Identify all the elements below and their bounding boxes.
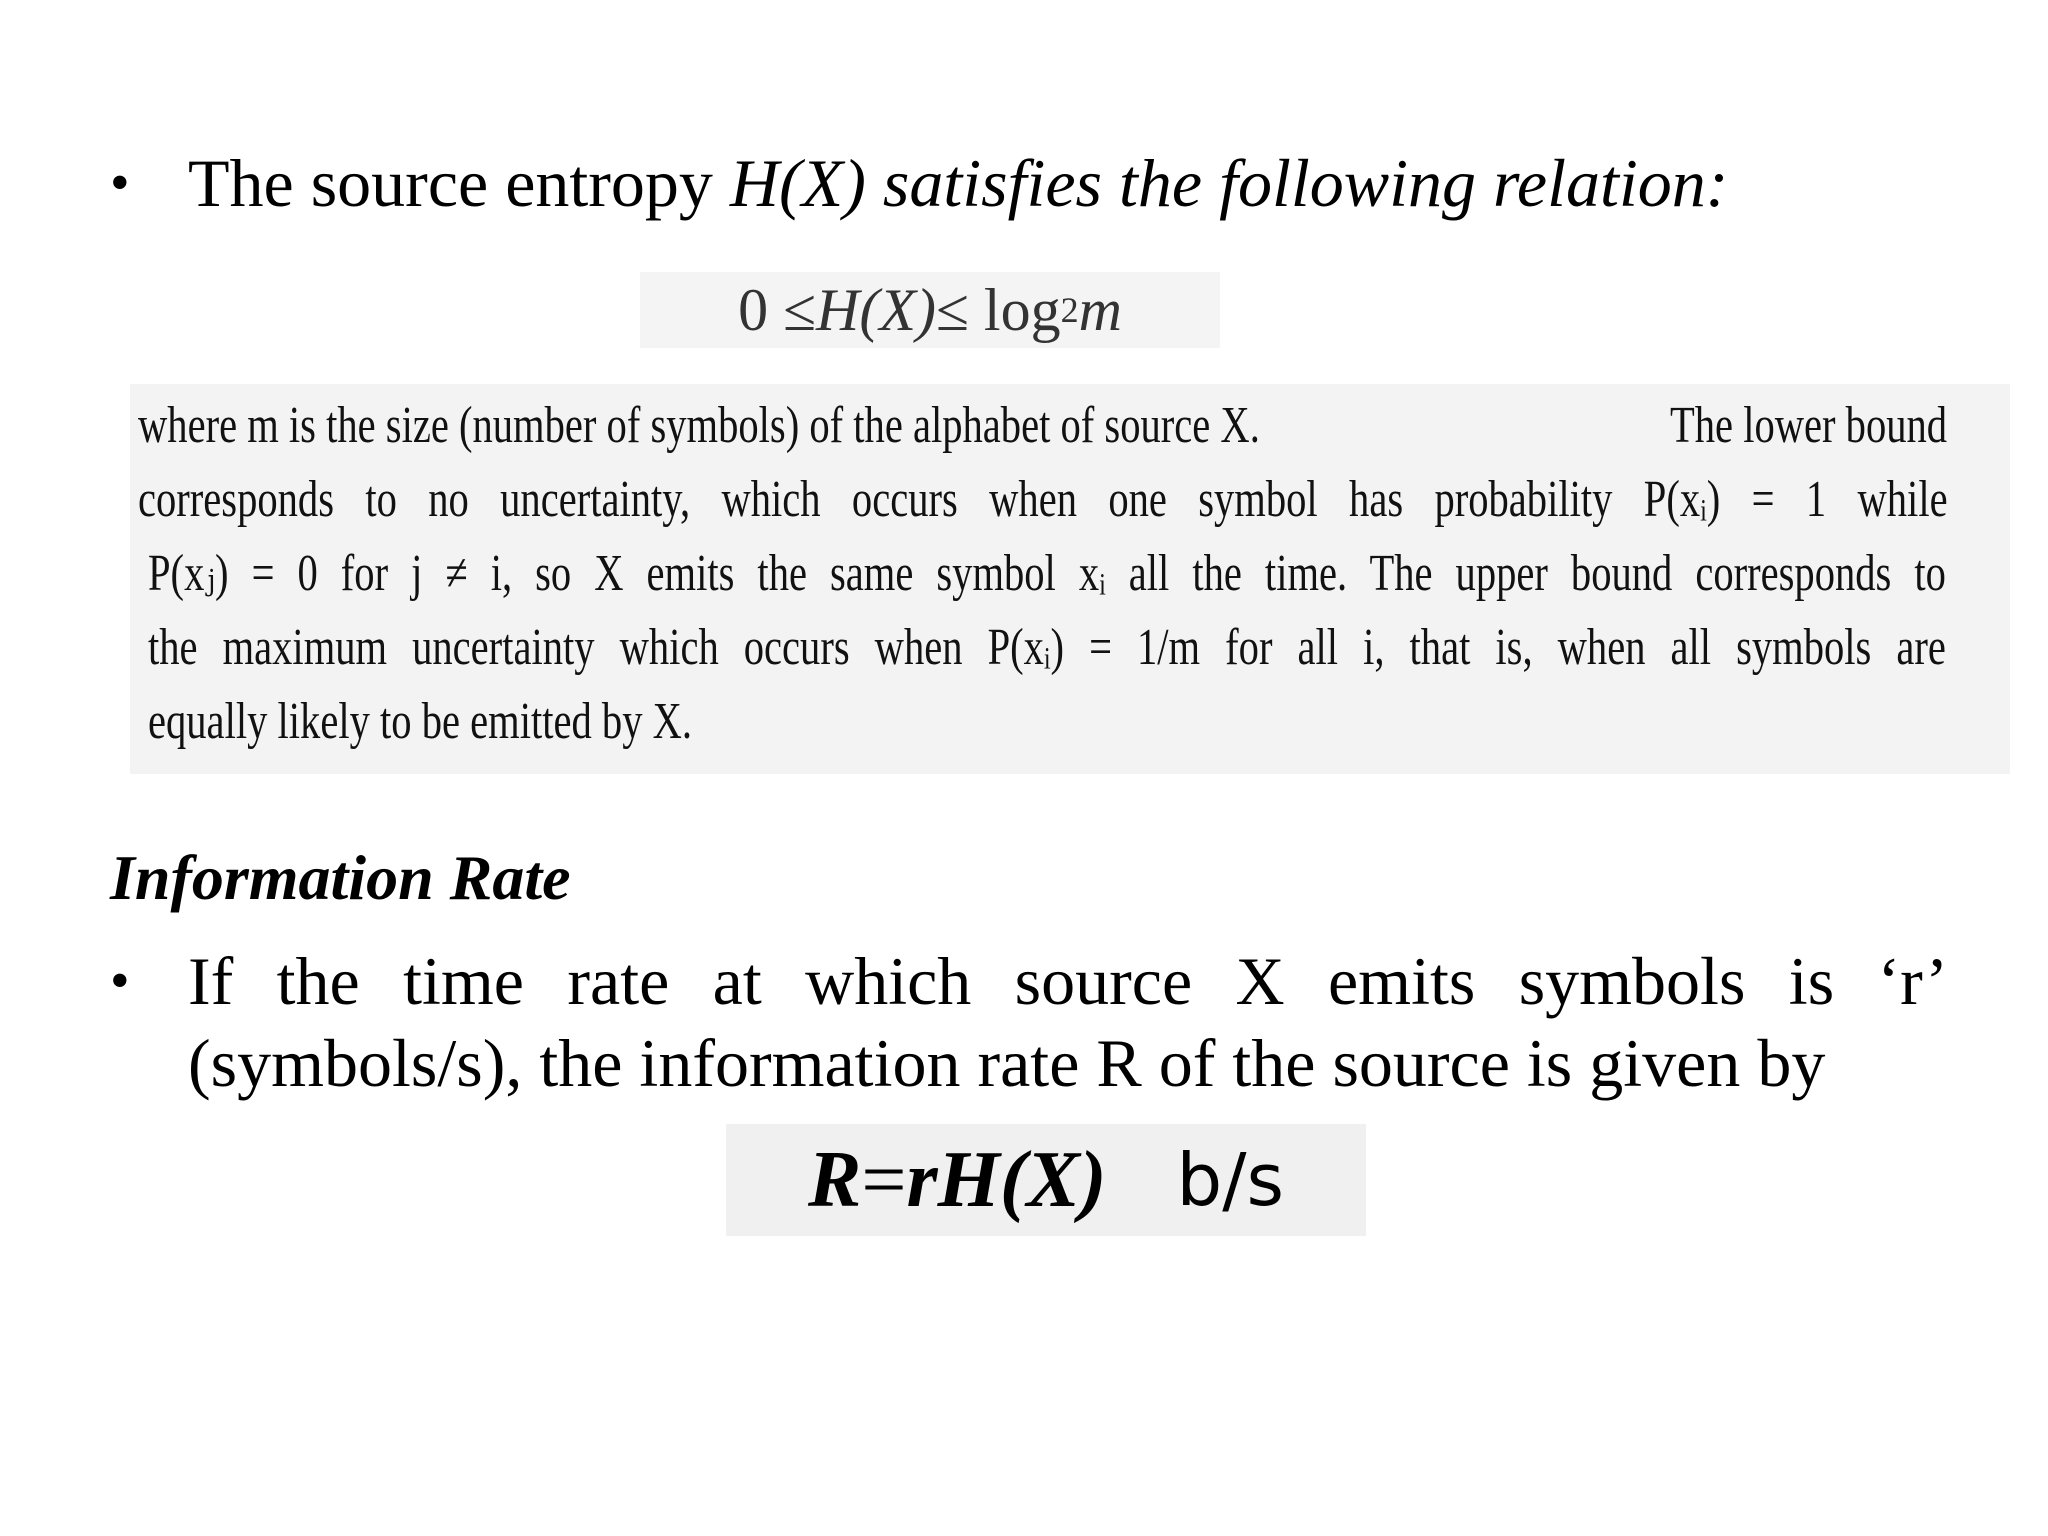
excerpt-line-2: corresponds to no uncertainty, which occurs when one symbol has probability P(xᵢ) = 1 while <box>138 471 1948 528</box>
bullet-marker: • <box>110 950 130 1012</box>
textbook-excerpt <box>130 384 2010 774</box>
bullet-marker: • <box>110 152 130 214</box>
entropy-statement-italic: H(X) satisfies the following relation: <box>729 145 1729 221</box>
formula2-rhs: rH(X) <box>906 1135 1107 1224</box>
formula2-eq: = <box>861 1135 907 1224</box>
entropy-statement <box>188 142 1728 224</box>
formula-left: 0 ≤ <box>738 276 817 343</box>
formula-func: H(X) <box>816 276 936 343</box>
formula2-unit: b/s <box>1176 1138 1284 1222</box>
entropy-bound-formula <box>640 272 1220 348</box>
information-rate-formula <box>726 1124 1366 1236</box>
excerpt-line-4: the maximum uncertainty which occurs when P(xᵢ) = 1/m for all i, that is, when all symbols are <box>148 619 1946 676</box>
formula-mid: ≤ log <box>935 276 1061 343</box>
excerpt-line-5: equally likely to be emitted by X. <box>148 693 693 750</box>
section-heading: Information Rate <box>110 842 571 913</box>
excerpt-line-3: P(xⱼ) = 0 for j ≠ i, so X emits the same symbol xᵢ all the time. The upper bound corresponds to <box>148 545 1946 602</box>
excerpt-line-1a: where m is the size (number of symbols) of the alphabet of source X. <box>138 397 1260 454</box>
entropy-statement-prefix: The source entropy <box>188 145 730 221</box>
rate-statement-line-1: If the time rate at which source X emits symbols is ‘r’ <box>188 943 1948 1019</box>
formula2-lhs: R <box>808 1135 862 1224</box>
formula-var: m <box>1078 276 1122 343</box>
excerpt-line-1b: The lower bound <box>1670 397 1948 454</box>
formula-sub: 2 <box>1060 290 1079 330</box>
rate-statement-line-2: (symbols/s), the information rate R of the source is given by <box>188 1025 1826 1101</box>
